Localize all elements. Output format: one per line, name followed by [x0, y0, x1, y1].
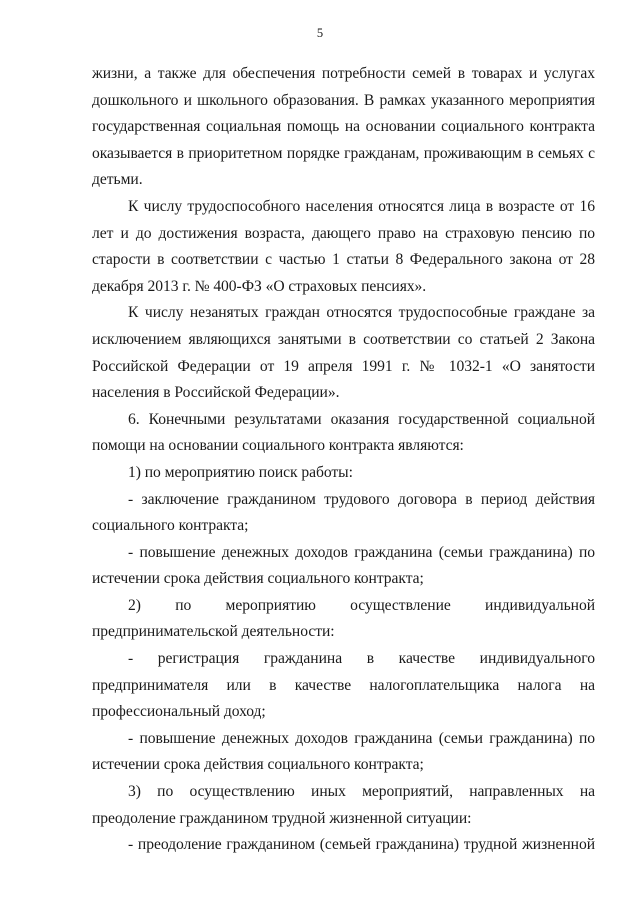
list-subitem-income-increase: - повышение денежных доходов гражданина (семьи гражданина) по истечении срока действия социального контракта; — [92, 543, 595, 588]
list-subitem-income-increase-2: - повышение денежных доходов гражданина (семьи гражданина) по истечении срока действия социального контракта; — [92, 729, 595, 774]
paragraph-working-age-definition: К числу трудоспособного населения относятся лица в возрасте от 16 лет и до достижения возраста, дающего право на страховую пенсию по старости в соответствии с частью 1 статьи 8 Федерального закона от 28 декабря 2013 г. № 400-ФЗ «О страховых пенсиях». — [92, 197, 595, 295]
paragraph-final-results: 6. Конечными результатами оказания государственной социальной помощи на основании социального контракта являются: — [92, 410, 595, 455]
list-subitem-employment-contract: - заключение гражданином трудового договора в период действия социального контракта; — [92, 490, 595, 535]
list-item-job-search: 1) по мероприятию поиск работы: — [128, 463, 353, 481]
list-subitem-overcoming-situation: - преодоление гражданином (семьей гражданина) трудной жизненной — [128, 836, 595, 854]
document-body — [92, 61, 595, 859]
list-item-other-measures: 3) по осуществлению иных мероприятий, направленных на преодоление гражданином трудной жизненной ситуации: — [92, 783, 595, 827]
list-subitem-registration: - регистрация гражданина в качестве индивидуального предпринимателя или в качестве налогоплательщика налога на профессиональный доход; — [92, 650, 595, 721]
paragraph-unemployed-definition: К числу незанятых граждан относятся трудоспособные граждане за исключением являющихся занятыми в соответствии со статьей 2 Закона Российской Федерации от 19 апреля 1991 г. № 1032-1 «О занятости населения в Российской Федерации». — [92, 304, 595, 402]
page-number: 5 — [316, 26, 324, 40]
list-item-entrepreneurship: 2) по мероприятию осуществление индивидуальной предпринимательской деятельности: — [92, 596, 595, 641]
paragraph-continuation: жизни, а также для обеспечения потребности семей в товарах и услугах дошкольного и школьного образования. В рамках указанного мероприятия государственная социальная помощь на основании социального контракта оказывается в приоритетном порядке гражданам, проживающим в семьях с детьми. — [92, 65, 595, 189]
